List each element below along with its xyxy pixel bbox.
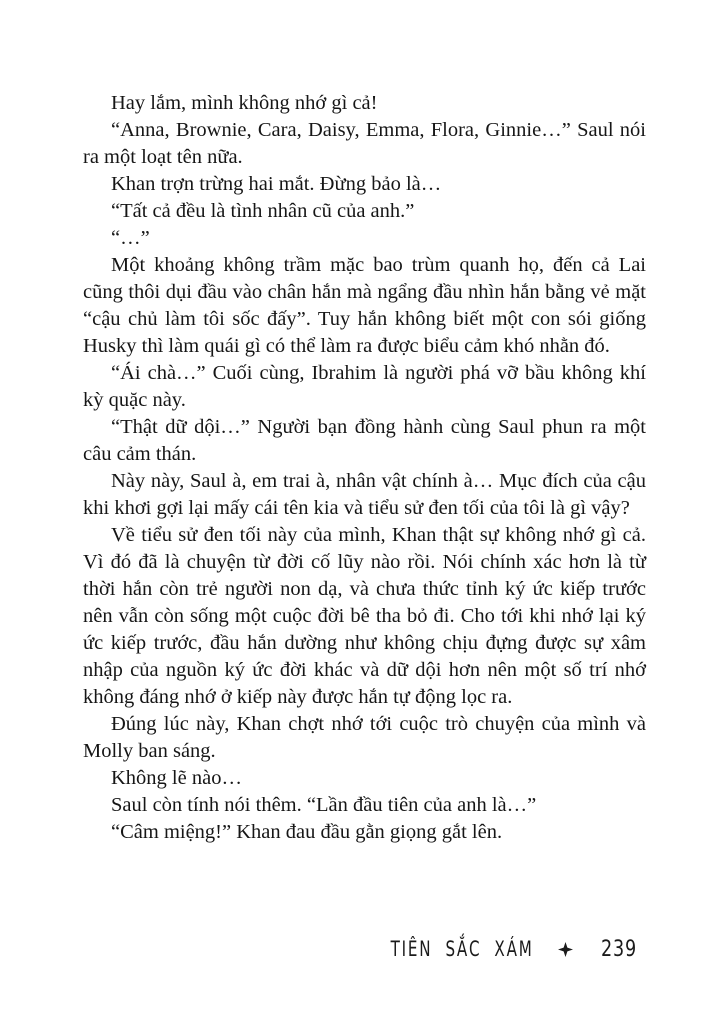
paragraph: Một khoảng không trầm mặc bao trùm quanh họ, đến cả Lai cũng thôi dụi đầu vào chân hắn mà ngẩng đầu nhìn hắn bằng vẻ mặt “cậu chủ làm tôi sốc đấy”. Tuy hắn không biết một con sói giống Husky thì làm quái gì có thể làm ra được biểu cảm khó nhằn đó. <box>83 254 646 357</box>
page-number: 239 <box>601 936 637 962</box>
paragraph: “…” <box>111 227 150 249</box>
paragraph: “Câm miệng!” Khan đau đầu gằn giọng gắt lên. <box>111 821 503 843</box>
page-footer <box>335 934 646 964</box>
paragraph: Hay lắm, mình không nhớ gì cả! <box>111 92 378 114</box>
paragraph: Khan trợn trừng hai mắt. Đừng bảo là… <box>111 173 442 195</box>
paragraph: Này này, Saul à, em trai à, nhân vật chính à… Mục đích của cậu khi khơi gợi lại mấy cái tên kia và tiểu sử đen tối của tôi là gì vậy? <box>83 470 646 519</box>
paragraph: “Ái chà…” Cuối cùng, Ibrahim là người phá vỡ bầu không khí kỳ quặc này. <box>83 362 646 411</box>
paragraph: Đúng lúc này, Khan chợt nhớ tới cuộc trò chuyện của mình và Molly ban sáng. <box>83 713 646 762</box>
four-point-star-icon <box>558 942 573 957</box>
paragraph: “Tất cả đều là tình nhân cũ của anh.” <box>111 200 415 222</box>
body-text <box>83 90 646 846</box>
running-title: TIÊN SẮC XÁM <box>391 937 534 961</box>
paragraph: “Thật dữ dội…” Người bạn đồng hành cùng Saul phun ra một câu cảm thán. <box>83 416 646 465</box>
paragraph: Không lẽ nào… <box>111 767 242 789</box>
paragraph: “Anna, Brownie, Cara, Daisy, Emma, Flora, Ginnie…” Saul nói ra một loạt tên nữa. <box>83 119 646 168</box>
paragraph: Về tiểu sử đen tối này của mình, Khan thật sự không nhớ gì cả. Vì đó đã là chuyện từ đời cố lũy nào rồi. Nói chính xác hơn là từ thời hắn còn trẻ người non dạ, và chưa thức tỉnh ký ức kiếp trước nên vẫn còn sống một cuộc đời bê tha bỏ đi. Cho tới khi nhớ lại ký ức kiếp trước, đầu hắn dường như không chịu đựng được sự xâm nhập của nguồn ký ức đời khác và dữ dội hơn nên một số trí nhớ không đáng nhớ ở kiếp này được hắn tự động lọc ra. <box>83 524 646 708</box>
paragraph: Saul còn tính nói thêm. “Lần đầu tiên của anh là…” <box>111 794 537 816</box>
